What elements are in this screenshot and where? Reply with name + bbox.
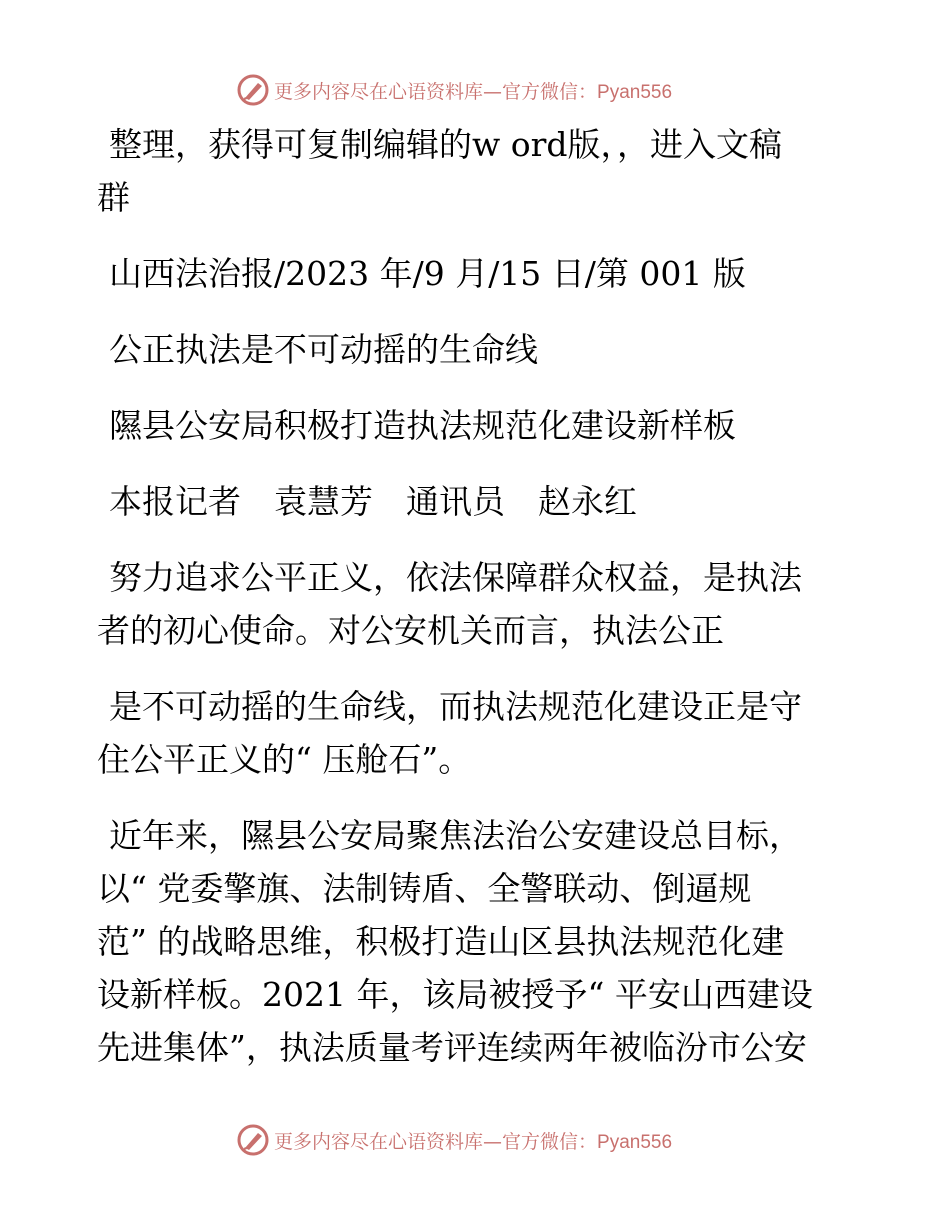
- article-title: 公正执法是不可动摇的生命线: [109, 330, 538, 369]
- paragraph-3-line-3: 范” 的战略思维，积极打造山区县执法规范化建: [97, 922, 785, 961]
- wechat-id: Pyan556: [597, 81, 673, 103]
- watermark-text: 更多内容尽在心语资料库—官方微信：Pyan556: [274, 80, 673, 103]
- paragraph-1-line-1: 努力追求公平正义，依法保障群众权益，是执法: [109, 558, 802, 597]
- seal-pen-logo-icon: [236, 73, 270, 107]
- paragraph-2-line-1: 是不可动摇的生命线，而执法规范化建设正是守: [109, 687, 802, 726]
- watermark-header: [236, 72, 672, 108]
- intro-line-2: 群: [97, 178, 130, 217]
- paragraph-2-line-2: 住公平正义的“ 压舱石”。: [97, 740, 472, 779]
- paragraph-1-line-2: 者的初心使命。对公安机关而言，执法公正: [97, 611, 724, 650]
- article-subtitle: 隰县公安局积极打造执法规范化建设新样板: [109, 406, 736, 445]
- paragraph-3-line-4: 设新样板。2021 年，该局被授予“ 平安山西建设: [97, 975, 813, 1014]
- intro-line-1: 整理，获得可复制编辑的w ord版，，进入文稿: [109, 125, 783, 164]
- wechat-id: Pyan556: [597, 1131, 673, 1153]
- byline: 本报记者 袁慧芳 通讯员 赵永红: [109, 482, 637, 521]
- paragraph-3-line-5: 先进集体”，执法质量考评连续两年被临汾市公安: [97, 1028, 807, 1067]
- paragraph-3-line-2: 以“ 党委擎旗、法制铸盾、全警联动、倒逼规: [97, 869, 752, 908]
- seal-pen-logo-icon: [236, 1123, 270, 1157]
- source-line: 山西法治报/2023 年/9 月/15 日/第 001 版: [109, 254, 746, 293]
- paragraph-3-line-1: 近年来，隰县公安局聚焦法治公安建设总目标，: [109, 816, 802, 855]
- document-body: [97, 118, 857, 1074]
- watermark-text: 更多内容尽在心语资料库—官方微信：Pyan556: [274, 1130, 673, 1153]
- watermark-footer: [236, 1122, 672, 1158]
